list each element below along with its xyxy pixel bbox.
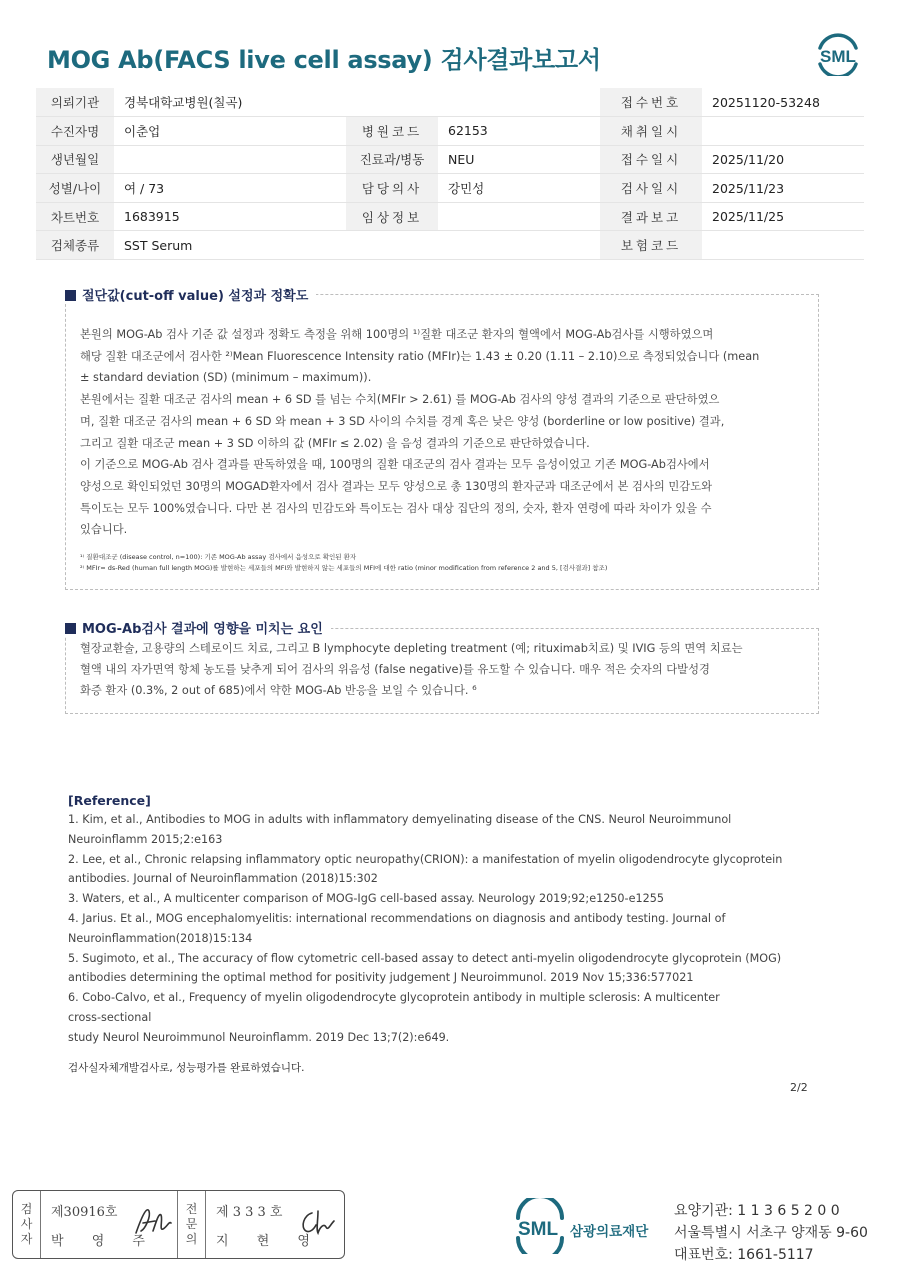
sml-footer-logo-text: SML: [517, 1219, 559, 1240]
info-row: [36, 117, 864, 146]
factors-text-line: 화증 환자 (0.3%, 2 out of 685)에서 약한 MOG-Ab 반응을 보일 수 있습니다. ⁶: [80, 684, 477, 697]
address: 서울특별시 서초구 양재동 9-60: [674, 1225, 868, 1241]
sml-logo-text: SML: [820, 47, 856, 66]
reference-line: Neuroinflammation(2018)15:134: [68, 931, 253, 945]
info-value: NEU: [438, 145, 600, 174]
vertical-char: 검: [20, 1202, 33, 1216]
info-label: 검체종류: [36, 231, 114, 260]
vertical-char: 의: [185, 1232, 198, 1246]
info-value: 2025/11/20: [702, 145, 864, 174]
examiner-block: [41, 1191, 178, 1258]
info-label: 생년월일: [36, 145, 114, 174]
info-label: 병원코드: [346, 117, 438, 146]
specialist-license: 제 3 3 3 호: [216, 1205, 283, 1220]
reference-line: antibodies. Journal of Neuroinflammation (2018)15:302: [68, 872, 378, 886]
info-value: 20251120-53248: [702, 88, 864, 117]
factors-heading-text: MOG-Ab검사 결과에 영향을 미치는 요인: [82, 622, 323, 637]
factors-section-heading: [65, 618, 331, 637]
info-row: [36, 88, 864, 117]
info-label: 채취일시: [600, 117, 702, 146]
info-value: [702, 117, 864, 146]
specialist-signature-icon: [298, 1205, 340, 1239]
info-label: 성별/나이: [36, 174, 114, 203]
info-value: SST Serum: [114, 231, 600, 260]
page-number: 2/2: [790, 1081, 808, 1094]
square-bullet-icon: [65, 623, 76, 634]
footnote: ¹⁾ 질환대조군 (disease control, n=100): 기존 MOG-Ab assay 검사에서 음성으로 확인된 환자: [80, 553, 357, 561]
cutoff-text-line: 며, 질환 대조군 검사의 mean + 6 SD 와 mean + 3 SD 사이의 수치를 경계 혹은 낮은 양성 (borderline or low positive) 결과,: [80, 414, 725, 428]
reference-line: 3. Waters, et al., A multicenter comparison of MOG-IgG cell-based assay. Neurology 2019;92;e1250-e1255: [68, 892, 664, 906]
vertical-char: 문: [185, 1217, 198, 1231]
examiner-license: 제30916호: [51, 1205, 118, 1220]
foundation-name: 삼광의료재단: [570, 1224, 649, 1240]
institution-code: 요양기관: 1 1 3 6 5 2 0 0: [674, 1203, 840, 1219]
reference-line: 6. Cobo-Calvo, et al., Frequency of myelin oligodendrocyte glycoprotein antibody in multiple sclerosis: A multicenter: [68, 991, 720, 1005]
specialist-name: 지 현 영: [216, 1234, 322, 1249]
examiner-name: 박 영 주: [51, 1234, 157, 1249]
sml-logo-icon: [812, 28, 864, 76]
info-label: 보험코드: [600, 231, 702, 260]
info-value: [438, 202, 600, 231]
reference-line: 2. Lee, et al., Chronic relapsing inflammatory optic neuropathy(CRION): a manifestation of myelin oligodendrocyte glycoprotein: [68, 852, 783, 866]
info-label: 검사일시: [600, 174, 702, 203]
info-value: 여 / 73: [114, 174, 346, 203]
specialist-block: [206, 1191, 343, 1258]
info-label: 의뢰기관: [36, 88, 114, 117]
info-value: 경북대학교병원(칠곡): [114, 88, 600, 117]
validation-note: 검사실자체개발검사로, 성능평가를 완료하였습니다.: [68, 1062, 305, 1074]
cutoff-text-line: 이 기준으로 MOG-Ab 검사 결과를 판독하였을 때, 100명의 질환 대조군의 검사 결과는 모두 음성이었고 기존 MOG-Ab검사에서: [80, 458, 710, 472]
info-value: 2025/11/25: [702, 202, 864, 231]
report-title: MOG Ab(FACS live cell assay) 검사결과보고서: [47, 46, 601, 74]
info-row: [36, 145, 864, 174]
reference-line: cross-sectional: [68, 1011, 152, 1024]
reference-title: [Reference]: [68, 793, 151, 808]
reference-line: 4. Jarius. Et al., MOG encephalomyelitis: international recommendations on diagnosis and antibody testing. Journal of: [68, 912, 726, 925]
info-label: 수진자명: [36, 117, 114, 146]
info-row: [36, 174, 864, 203]
factors-text-line: 혈장교환술, 고용량의 스테로이드 치료, 그리고 B lymphocyte depleting treatment (예; rituximab치료) 및 IVIG 등의 면역 치료는: [80, 642, 743, 655]
examiner-label: [13, 1191, 41, 1258]
patient-info-table: [36, 88, 864, 260]
phone-number: 대표번호: 1661-5117: [674, 1247, 814, 1263]
reference-line: Neuroinflamm 2015;2:e163: [68, 832, 223, 846]
cutoff-heading-text: 절단값(cut-off value) 설정과 정확도: [82, 289, 309, 304]
reference-line: study Neurol Neuroimmunol Neuroinflamm. 2019 Dec 13;7(2):e649.: [68, 1030, 450, 1044]
cutoff-text-line: ± standard deviation (SD) (minimum – maximum)).: [80, 371, 372, 385]
vertical-char: 사: [20, 1217, 33, 1231]
cutoff-text-line: 있습니다.: [80, 523, 128, 537]
signature-box: [12, 1190, 345, 1259]
info-label: 결과보고: [600, 202, 702, 231]
info-label: 진료과/병동: [346, 145, 438, 174]
info-value: 62153: [438, 117, 600, 146]
factors-text-line: 혈액 내의 자가면역 항체 농도를 낮추게 되어 검사의 위음성 (false negative)를 유도할 수 있습니다. 매우 적은 숫자의 다발성경: [80, 663, 710, 676]
info-label: 담당의사: [346, 174, 438, 203]
info-value: 강민성: [438, 174, 600, 203]
footnote: ²⁾ MFIr= ds-Red (human full length MOG)를 발현하는 세포들의 MFI와 발현하지 않는 세포들의 MFI에 대한 ratio (minor modification from reference 2 and 5, [검사결과] 참조): [80, 564, 608, 572]
info-value: [702, 231, 864, 260]
info-label: 차트번호: [36, 202, 114, 231]
sml-footer-logo-icon: [512, 1198, 568, 1254]
cutoff-text-line: 본원의 MOG-Ab 검사 기준 값 설정과 정확도 측정을 위해 100명의 ¹⁾질환 대조군 환자의 혈액에서 MOG-Ab검사를 시행하였으며: [80, 328, 714, 341]
cutoff-text-line: 양성으로 확인되었던 30명의 MOGAD환자에서 검사 결과는 모두 양성으로 총 130명의 환자군과 대조군에서 본 검사의 민감도와: [80, 479, 713, 493]
reference-line: 5. Sugimoto, et al., The accuracy of flow cytometric cell-based assay to detect anti-myelin oligodendrocyte glycoprotein (MOG): [68, 951, 782, 965]
info-value: 2025/11/23: [702, 174, 864, 203]
info-label: 접수번호: [600, 88, 702, 117]
cutoff-text-line: 해당 질환 대조군에서 검사한 ²⁾Mean Fluorescence Intensity ratio (MFIr)는 1.43 ± 0.20 (1.11 – 2.10)으로 측정되었습니다 (mean: [80, 349, 760, 363]
info-value: 1683915: [114, 202, 346, 231]
reference-line: antibodies determining the optimal method for positivity judgement J Neuroimmunol. 2019 Nov 15;336:577021: [68, 971, 694, 985]
info-value: 이춘업: [114, 117, 346, 146]
cutoff-text-line: 특이도는 모두 100%였습니다. 다만 본 검사의 민감도와 특이도는 검사 대상 집단의 정의, 숫자, 환자 연령에 따라 차이가 있을 수: [80, 501, 712, 515]
vertical-char: 자: [20, 1232, 33, 1246]
info-label: 접수일시: [600, 145, 702, 174]
square-bullet-icon: [65, 290, 76, 301]
cutoff-section-heading: [65, 285, 316, 304]
reference-line: 1. Kim, et al., Antibodies to MOG in adults with inflammatory demyelinating disease of the CNS. Neurol Neuroimmunol: [68, 813, 732, 826]
examiner-signature-icon: [133, 1205, 175, 1239]
info-value: [114, 145, 346, 174]
specialist-label: [178, 1191, 206, 1258]
info-row: [36, 231, 864, 260]
info-label: 임상정보: [346, 202, 438, 231]
info-row: [36, 202, 864, 231]
cutoff-text-line: 그리고 질환 대조군 mean + 3 SD 이하의 값 (MFIr ≤ 2.02) 을 음성 결과의 기준으로 판단하였습니다.: [80, 436, 590, 450]
vertical-char: 전: [185, 1202, 198, 1216]
cutoff-text-line: 본원에서는 질환 대조군 검사의 mean + 6 SD 를 넘는 수치(MFIr > 2.61) 를 MOG-Ab 검사의 양성 결과의 기준으로 판단하였으: [80, 393, 720, 407]
